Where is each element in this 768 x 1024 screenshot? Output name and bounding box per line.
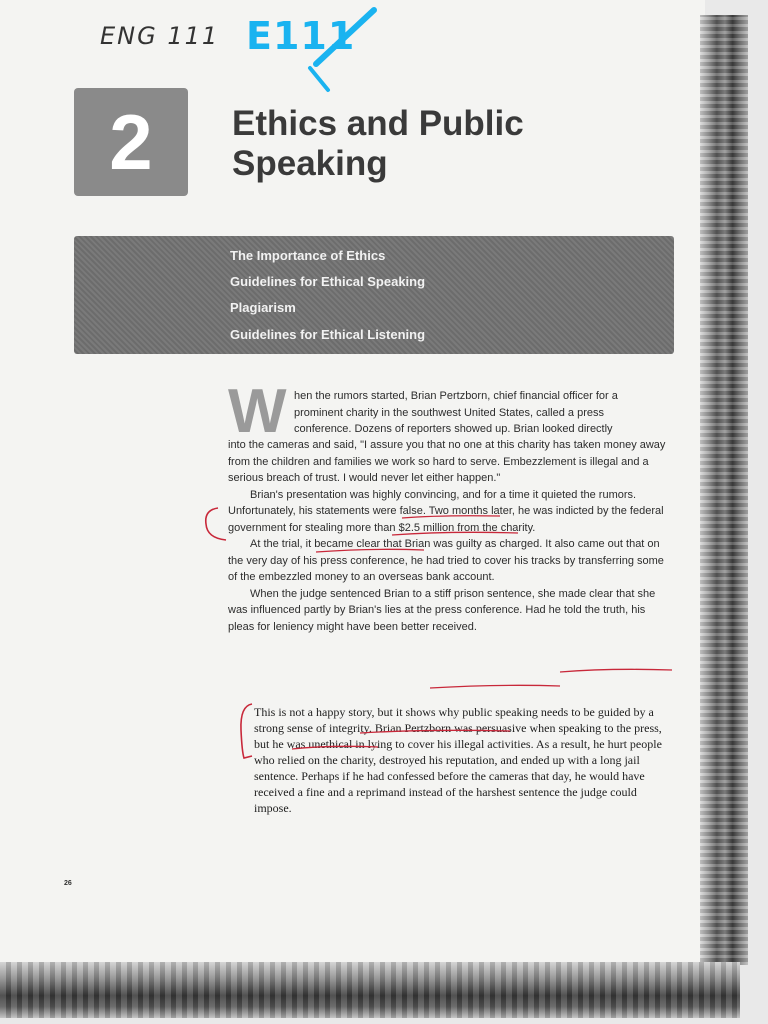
page-number: 26: [64, 880, 72, 887]
paragraph-3: At the trial, it became clear that Brian was guilty as charged. It also came out that on the very day of his press conference, he had tried to cover his tracks by transferring some of the embezzled money to an overseas bank account.: [228, 538, 664, 583]
chapter-number: 2: [109, 97, 153, 186]
paragraph-1-continued: into the cameras and said, "I assure you that no one at this charity has taken money away from the children and families we work so hard to serve. Embezzlement is illegal and a serious breach of trust. I would never let either happen.": [228, 439, 666, 484]
paragraph-4: When the judge sentenced Brian to a stiff prison sentence, she made clear that she was influenced partly by Brian's lies at the press conference. Had he told the truth, his pleas for leniency might have been better received.: [228, 587, 656, 633]
handwritten-blue-note: E111: [246, 14, 356, 58]
contents-item: Guidelines for Ethical Listening: [230, 327, 426, 342]
chapter-title-line-1: Ethics and Public: [232, 104, 524, 143]
summary-paragraph: This is not a happy story, but it shows why public speaking needs to be guided by a strong sense of integrity. Brian Pertzborn was persuasive when speaking to the press, but he was unethical in lying to cover his illegal activities. As a result, he hurt people who relied on the charity, destroyed his reputation, and ended up with a long jail sentence. Perhaps if he had confessed before the cameras that day, he would have received a fine and a reprimand instead of the harshest sentence the judge could impose.: [254, 705, 662, 815]
drop-cap: W: [228, 377, 287, 446]
chapter-title-line-2: Speaking: [232, 144, 388, 183]
contents-item: The Importance of Ethics: [230, 248, 386, 263]
contents-item: Plagiarism: [230, 300, 296, 315]
handwritten-course-note: ENG 111: [100, 22, 220, 50]
paragraph-2: Brian's presentation was highly convincing, and for a time it quieted the rumors. Unfortunately, his statements were false. Two months later, he was indicted by the federal government for stealing more than $2.5 million from the charity.: [228, 488, 664, 534]
opening-line: prominent charity in the southwest United States, called a press: [294, 406, 604, 419]
opening-line: hen the rumors started, Brian Pertzborn, chief financial officer for a: [294, 390, 618, 402]
opening-line: conference. Dozens of reporters showed up. Brian looked directly: [294, 423, 613, 435]
contents-item: Guidelines for Ethical Speaking: [230, 274, 426, 289]
